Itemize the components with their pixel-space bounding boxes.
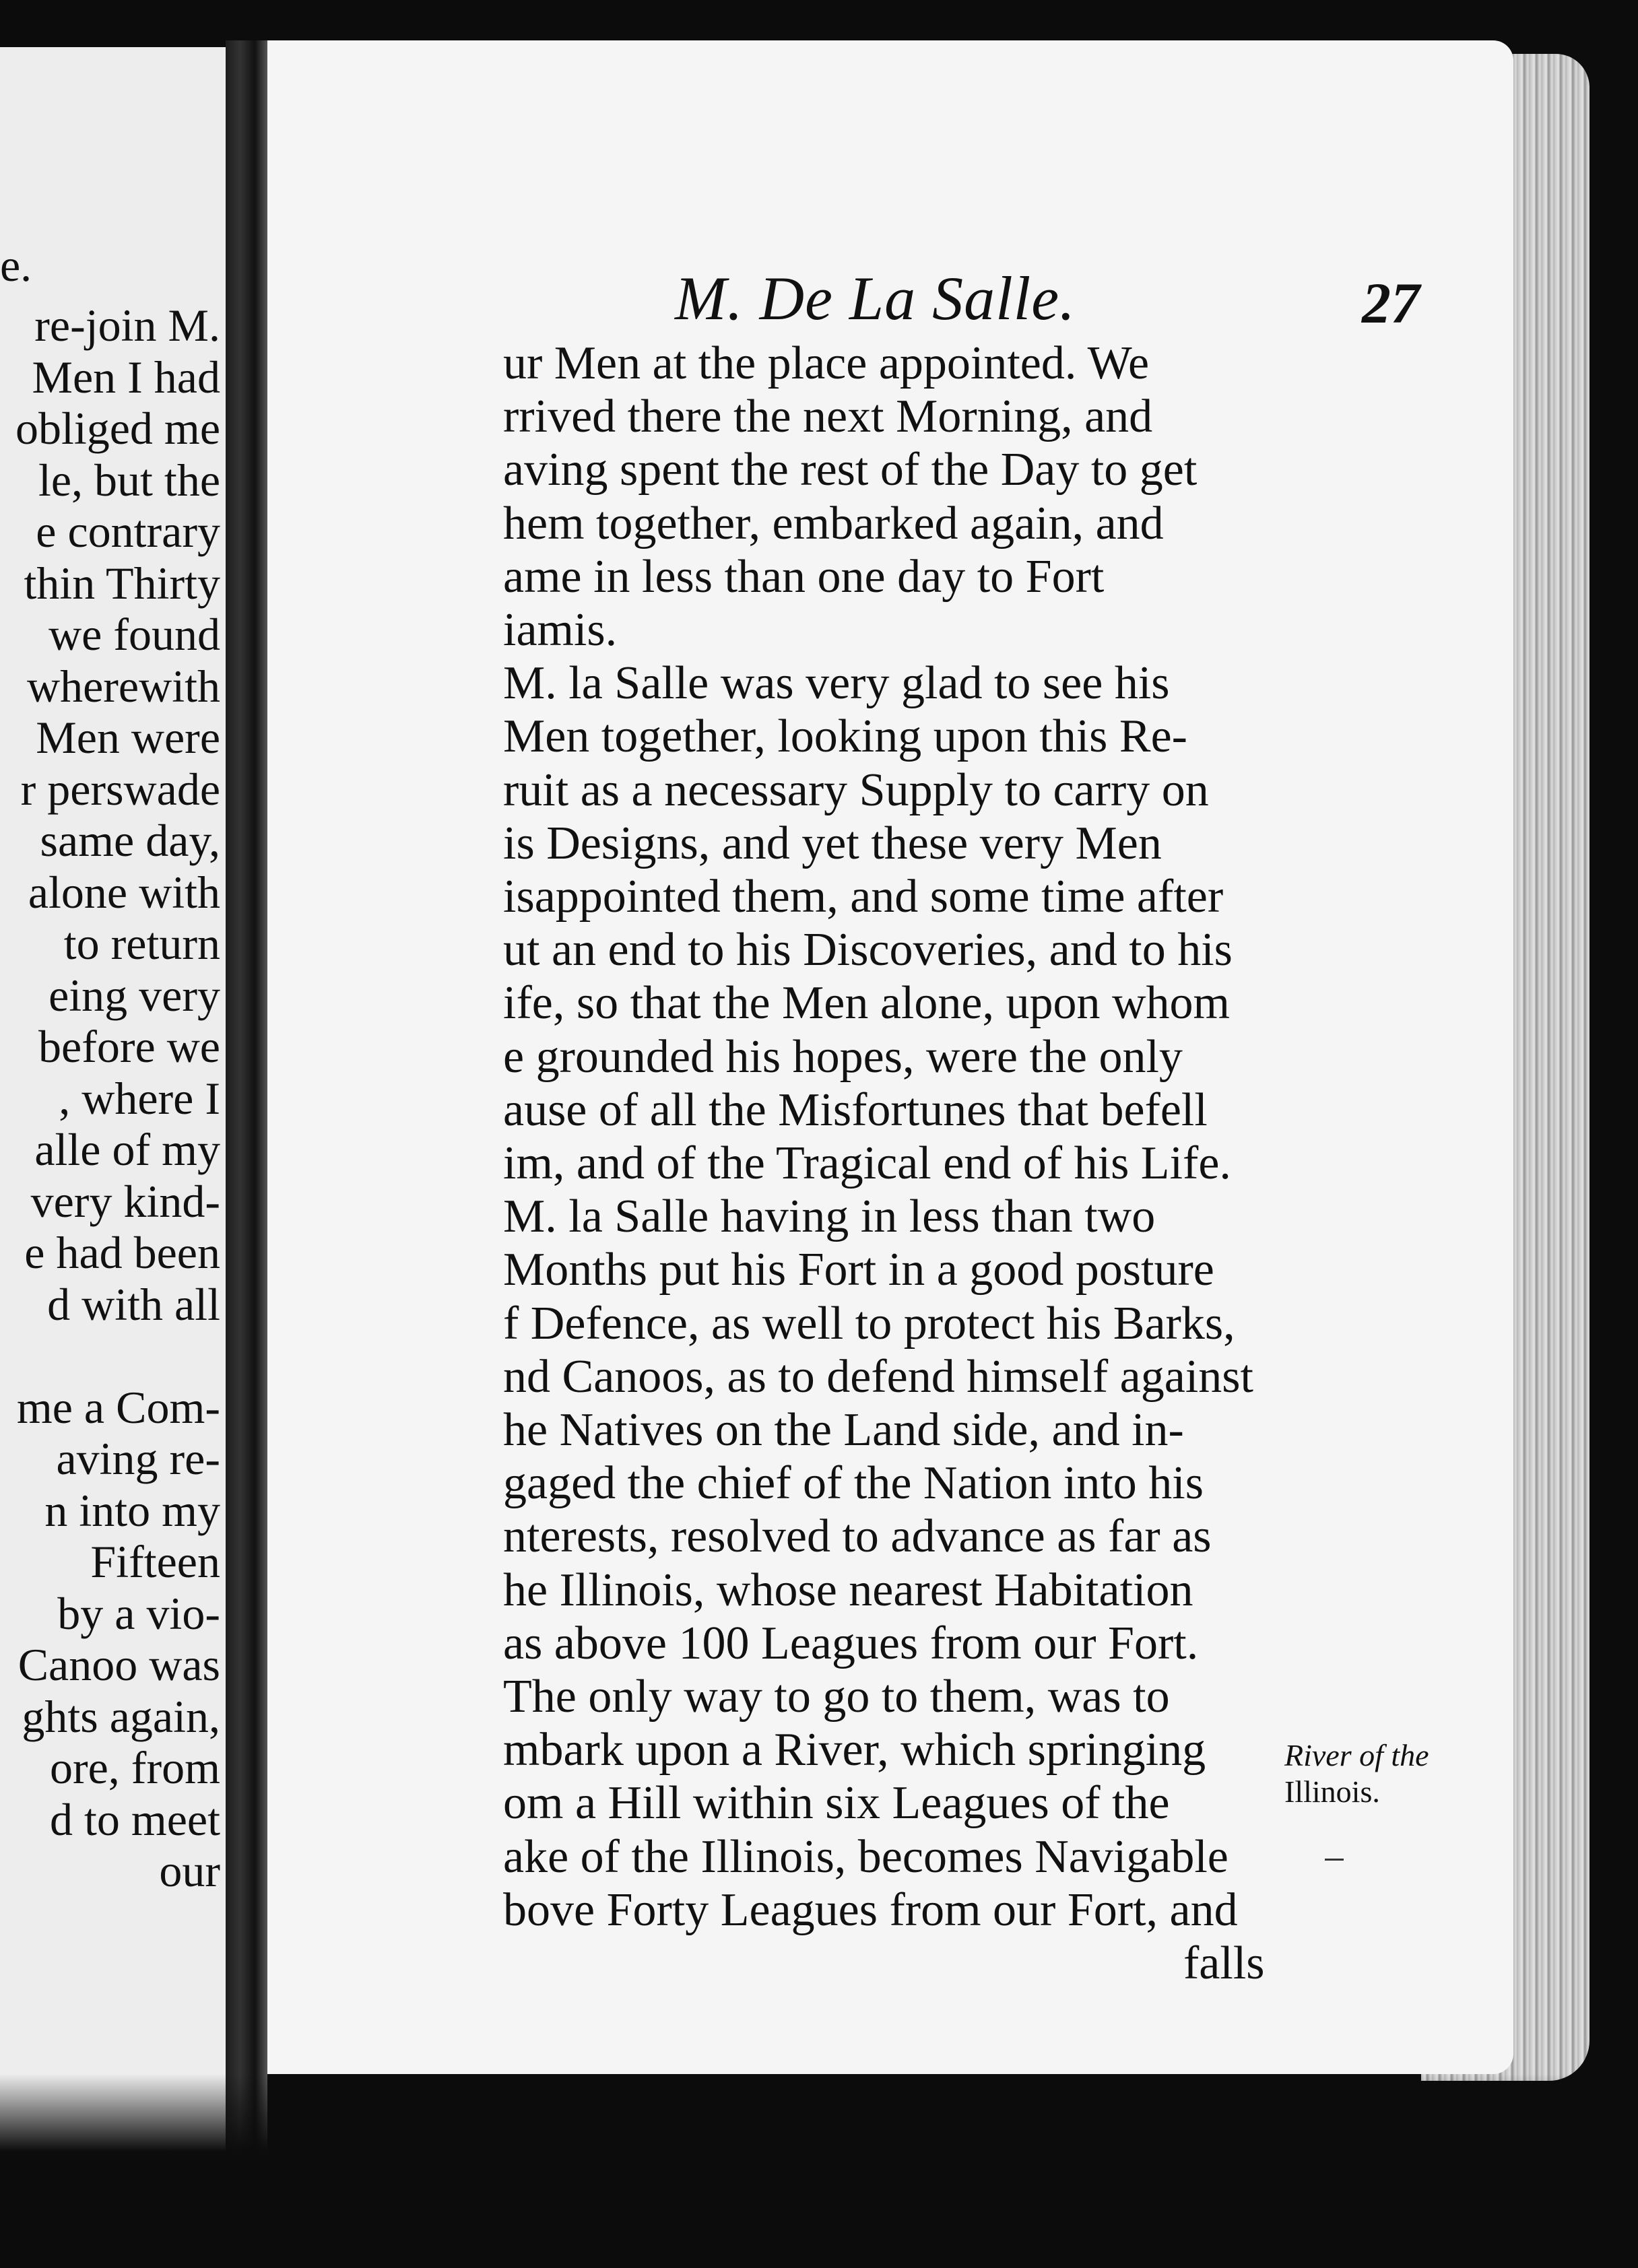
left-page-line: Canoo was: [18, 1639, 220, 1690]
body-line: as above 100 Leagues from our Fort.: [503, 1617, 1199, 1669]
left-page-line: Men I had: [32, 351, 220, 403]
left-page-line: thin Thirty: [24, 557, 220, 609]
body-line: Men together, looking upon this Re-: [503, 710, 1187, 763]
left-page-line: alle of my: [34, 1124, 220, 1175]
body-line: ruit as a necessary Supply to carry on: [503, 764, 1209, 816]
margin-note-line-2: Illinois.: [1284, 1774, 1380, 1809]
left-page-line: obliged me: [15, 403, 220, 454]
body-line: iamis.: [503, 604, 618, 656]
left-page-line: , where I: [59, 1072, 220, 1124]
body-line: f Defence, as well to protect his Barks,: [503, 1297, 1235, 1349]
left-page-line: d with all: [47, 1278, 220, 1330]
margin-note: [1284, 1737, 1429, 1810]
bottom-shadow: [0, 2074, 1638, 2268]
body-line: M. la Salle was very glad to see his: [503, 657, 1170, 710]
body-line: mbark upon a River, which springing: [503, 1724, 1206, 1776]
body-line: ame in less than one day to Fort: [503, 550, 1105, 603]
left-page-line: aving re-: [56, 1433, 220, 1484]
left-page-line: alone with: [28, 866, 220, 918]
body-line: nd Canoos, as to defend himself against: [503, 1350, 1253, 1403]
left-page-line: eing very: [48, 969, 220, 1021]
header-title: De La Salle.: [759, 264, 1076, 333]
body-line: he Natives on the Land side, and in-: [503, 1404, 1184, 1456]
body-line: im, and of the Tragical end of his Life.: [503, 1137, 1231, 1189]
body-line: hem together, embarked again, and: [503, 497, 1164, 549]
page-number: 27: [1362, 271, 1420, 335]
left-page-line: Men were: [36, 712, 220, 763]
left-page-line: before we: [38, 1021, 220, 1072]
left-page-line: e contrary: [36, 506, 220, 557]
body-line: The only way to go to them, was to: [503, 1671, 1170, 1723]
left-page-line: d to meet: [49, 1793, 220, 1845]
body-line: isappointed them, and some time after: [503, 871, 1224, 923]
body-line: ake of the Illinois, becomes Navigable: [503, 1830, 1228, 1883]
left-page-line: we found: [48, 609, 220, 660]
body-line: e grounded his hopes, were the only: [503, 1030, 1183, 1083]
left-page-line: same day,: [40, 815, 220, 866]
left-page-line: our: [159, 1845, 220, 1896]
body-line: ife, so that the Men alone, upon whom: [503, 977, 1230, 1030]
body-line: bove Forty Leagues from our Fort, and: [503, 1883, 1238, 1936]
body-line: he Illinois, whose nearest Habitation: [503, 1564, 1193, 1616]
body-line: rrived there the next Morning, and: [503, 391, 1153, 443]
body-line: ur Men at the place appointed. We: [503, 337, 1150, 389]
left-page-line: r perswade: [20, 763, 220, 815]
left-page-line: very kind-: [30, 1175, 220, 1227]
left-page: [0, 47, 227, 2268]
left-page-line: le, but the: [38, 454, 220, 506]
body-line: falls: [1183, 1937, 1265, 1989]
margin-note-line-1: River of the: [1284, 1738, 1429, 1772]
left-page-header-fragment: e.: [0, 240, 32, 291]
book-gutter: [226, 40, 267, 2268]
body-line: Months put his Fort in a good posture: [503, 1244, 1214, 1296]
left-page-line: ghts again,: [22, 1690, 220, 1742]
left-page-line: re-join M.: [34, 300, 220, 351]
body-line: ause of all the Misfortunes that befell: [503, 1083, 1208, 1136]
margin-dash: [1325, 1859, 1344, 1861]
left-page-line: me a Com-: [16, 1381, 220, 1433]
running-header: [675, 263, 1416, 334]
left-page-line: e had been: [24, 1227, 220, 1278]
body-line: is Designs, and yet these very Men: [503, 817, 1162, 869]
left-page-line: ore, from: [49, 1742, 220, 1793]
right-page: [267, 40, 1513, 2074]
body-line: gaged the chief of the Nation into his: [503, 1457, 1204, 1510]
body-line: aving spent the rest of the Day to get: [503, 444, 1198, 496]
body-line: om a Hill within six Leagues of the: [503, 1777, 1170, 1830]
left-page-line: to return: [63, 918, 220, 969]
left-page-line: by a vio-: [57, 1587, 220, 1639]
body-line: ut an end to his Discoveries, and to his: [503, 924, 1233, 976]
left-page-line: Fifteen: [90, 1536, 220, 1587]
left-page-line: wherewith: [26, 660, 220, 712]
left-page-line: n into my: [44, 1484, 220, 1536]
body-line: nterests, resolved to advance as far as: [503, 1510, 1212, 1563]
body-line: M. la Salle having in less than two: [503, 1191, 1156, 1243]
header-prefix: M.: [675, 264, 760, 333]
